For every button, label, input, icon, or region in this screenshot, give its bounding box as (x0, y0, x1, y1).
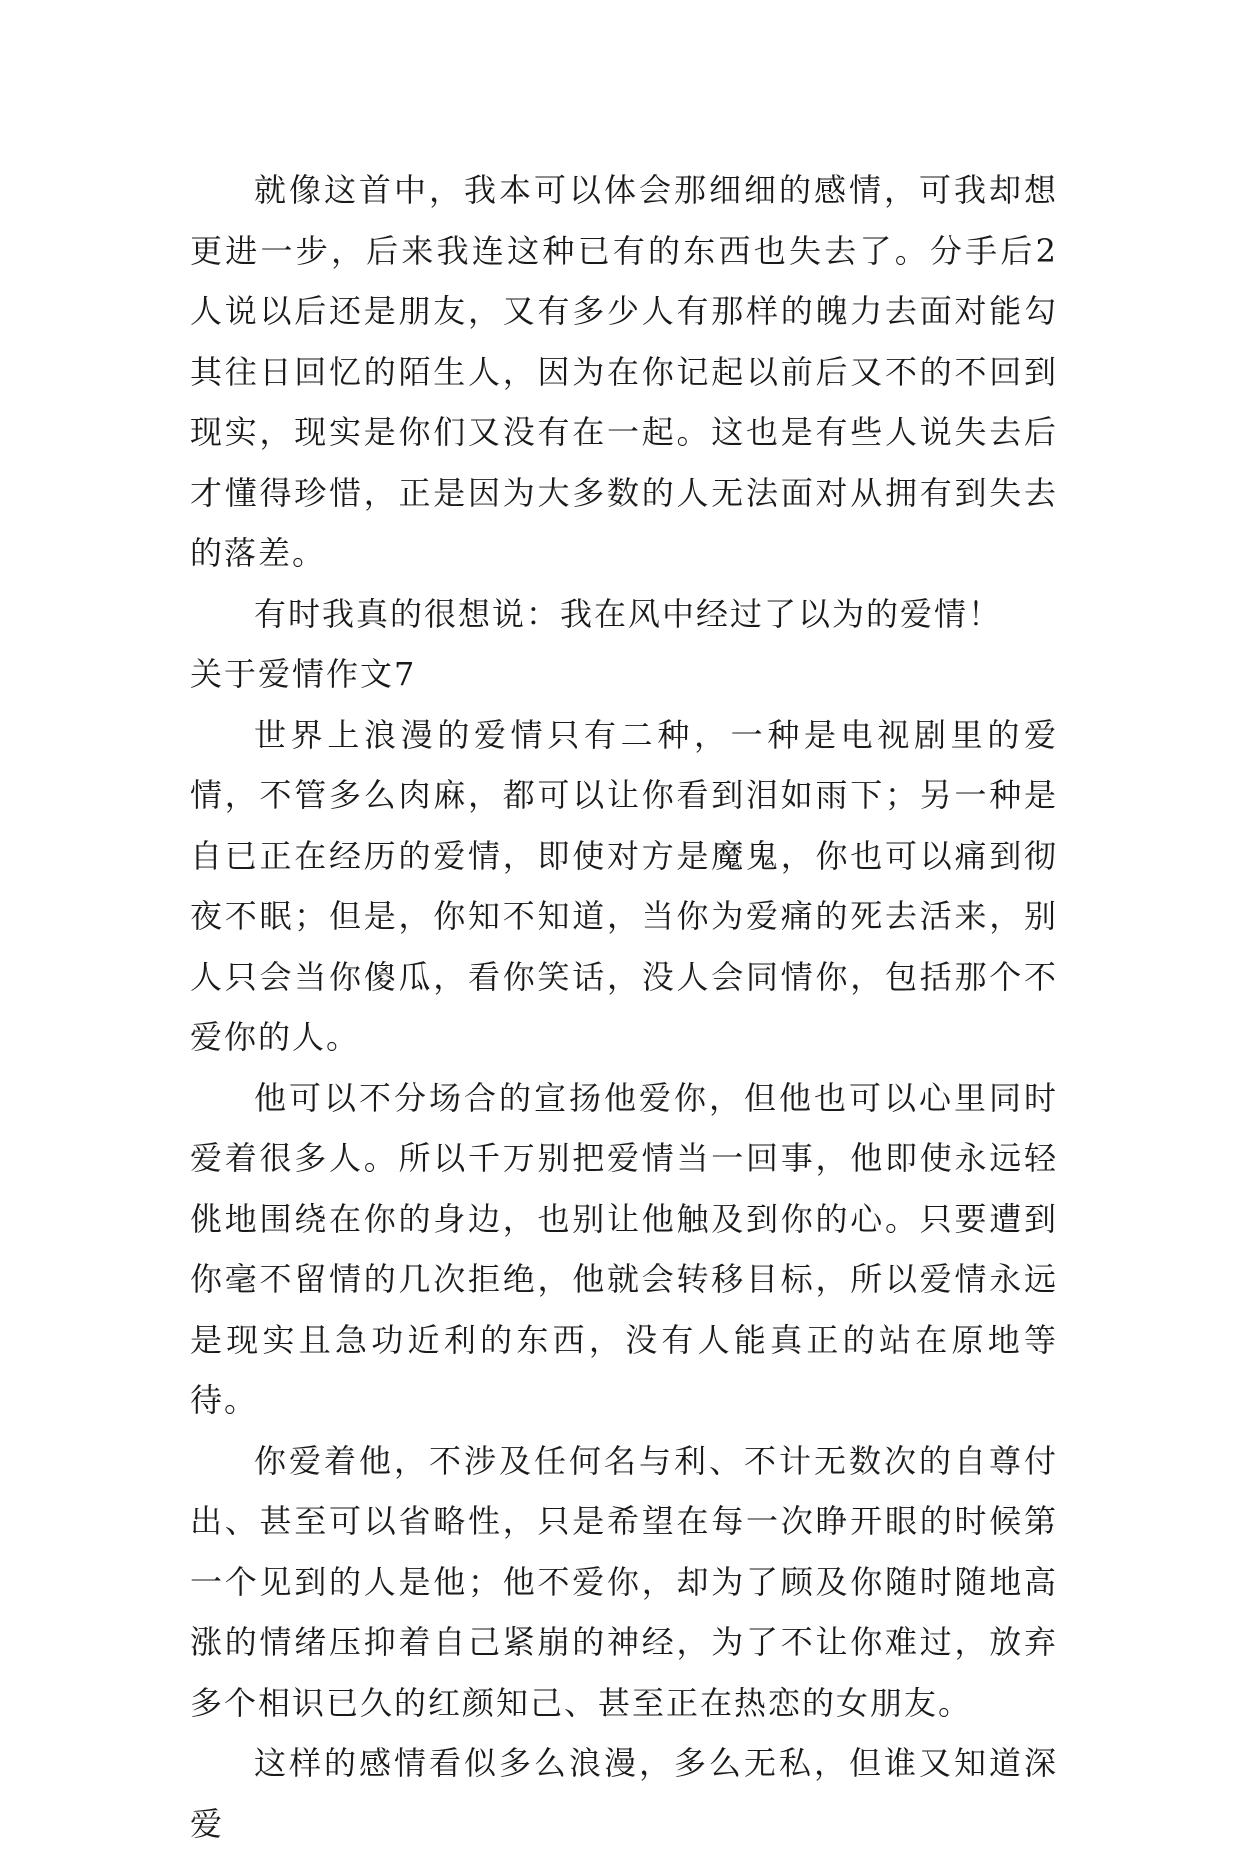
paragraph: 有时我真的很想说：我在风中经过了以为的爱情！ (254, 594, 1003, 633)
paragraph: 世界上浪漫的爱情只有二种，一种是电视剧里的爱情，不管多么肉麻，都可以让你看到泪如雨下；另一种是自已正在经历的爱情，即使对方是魔鬼，你也可以痛到彻夜不眠；但是，你知不知道，当你为爱痛的死去活来，别人只会当你傻瓜，看你笑话，没人会同情你，包括那个不爱你的人。 (190, 715, 1058, 1056)
section-title: 关于爱情作文7 (190, 655, 417, 693)
paragraph: 就像这首中，我本可以体会那细细的感情，可我却想更进一步，后来我连这种已有的东西也失去了。分手后2人说以后还是朋友，又有多少人有那样的魄力去面对能勾其往日回忆的陌生人，因为在你记起以前后又不的不回到现实，现实是你们又没有在一起。这也是有些人说失去后才懂得珍惜，正是因为大多数的人无法面对从拥有到失去的落差。 (190, 171, 1058, 572)
paragraph: 这样的感情看似多么浪漫，多么无私，但谁又知道深爱 (190, 1744, 1058, 1843)
paragraph: 你爱着他，不涉及任何名与利、不计无数次的自尊付出、甚至可以省略性，只是希望在每一次睁开眼的时候第一个见到的人是他；他不爱你，却为了顾及你随时随地高涨的情绪压抑着自己紧崩的神经，为了不让你难过，放弃多个相识已久的红颜知己、甚至正在热恋的女朋友。 (190, 1441, 1058, 1722)
paragraph: 他可以不分场合的宣扬他爱你，但他也可以心里同时爱着很多人。所以千万别把爱情当一回事，他即使永远轻佻地围绕在你的身边，也别让他触及到你的心。只要遭到你毫不留情的几次拒绝，他就会转移目标，所以爱情永远是现实且急功近利的东西，没有人能真正的站在原地等待。 (190, 1078, 1058, 1419)
document-body (190, 160, 1058, 1854)
